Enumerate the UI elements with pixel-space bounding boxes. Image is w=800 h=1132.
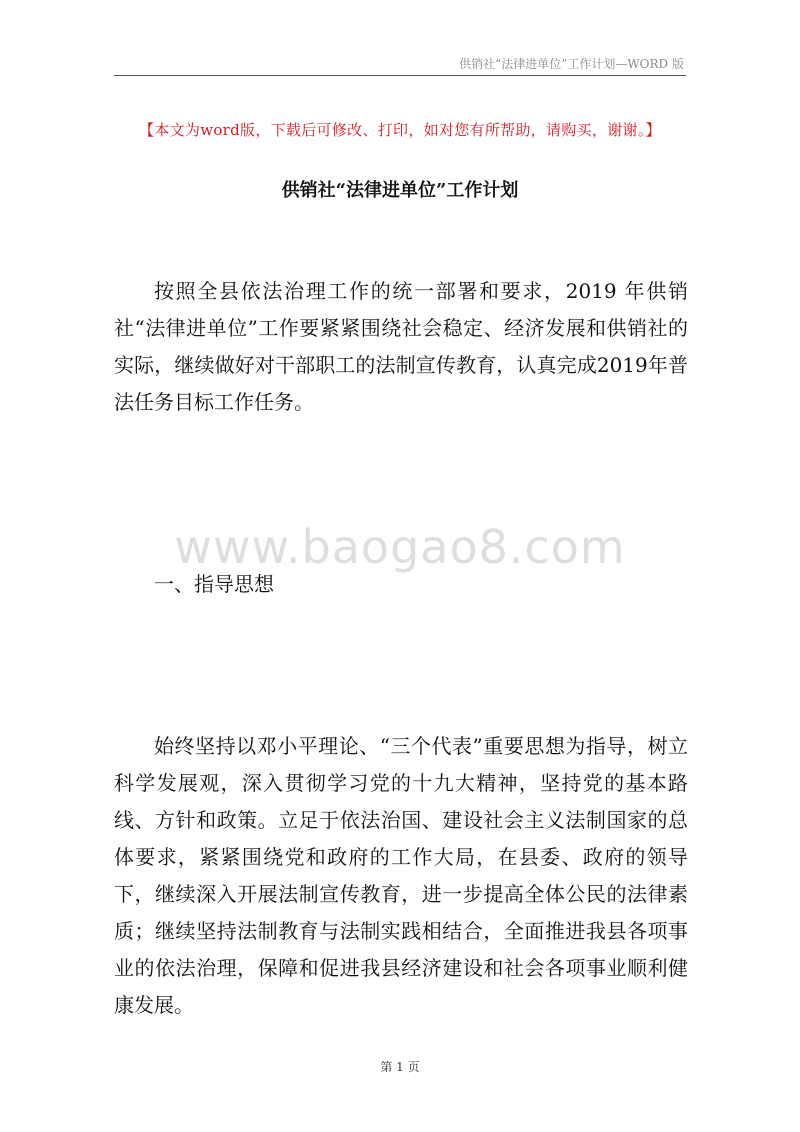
intro-paragraph: 按照全县依法治理工作的统一部署和要求，2019 年供销社“法律进单位”工作要紧紧围绕社会稳定、经济发展和供销社的实际，继续做好对干部职工的法制宣传教育，认真完成2019年普法任务目标工作任务。 [114, 279, 688, 414]
watermark: www.baogao8.com [174, 520, 626, 574]
guiding-ideology-paragraph: 始终坚持以邓小平理论、“三个代表”重要思想为指导，树立科学发展观，深入贯彻学习党的十九大精神，坚持党的基本路线、方针和政策。立足于依法治国、建设社会主义法制国家的总体要求，紧紧围绕党和政府的工作大局，在县委、政府的领导下，继续深入开展法制宣传教育，进一步提高全体公民的法律素质；继续坚持法制教育与法制实践相结合，全面推进我县各项事业的依法治理，保障和促进我县经济建设和社会各项事业顺利健康发展。 [114, 734, 688, 1017]
document-title: 供销社“法律进单位”工作计划 [281, 180, 519, 201]
running-header: 供销社“法律进单位”工作计划—WORD 版 [459, 57, 684, 71]
section-heading-guiding-ideology: 一、指导思想 [154, 572, 274, 596]
page-number: 第 1 页 [380, 1060, 420, 1074]
header-divider [114, 75, 686, 76]
purchase-notice: 【本文为word版，下载后可修改、打印，如对您有所帮助，请购买，谢谢。】 [139, 121, 661, 139]
